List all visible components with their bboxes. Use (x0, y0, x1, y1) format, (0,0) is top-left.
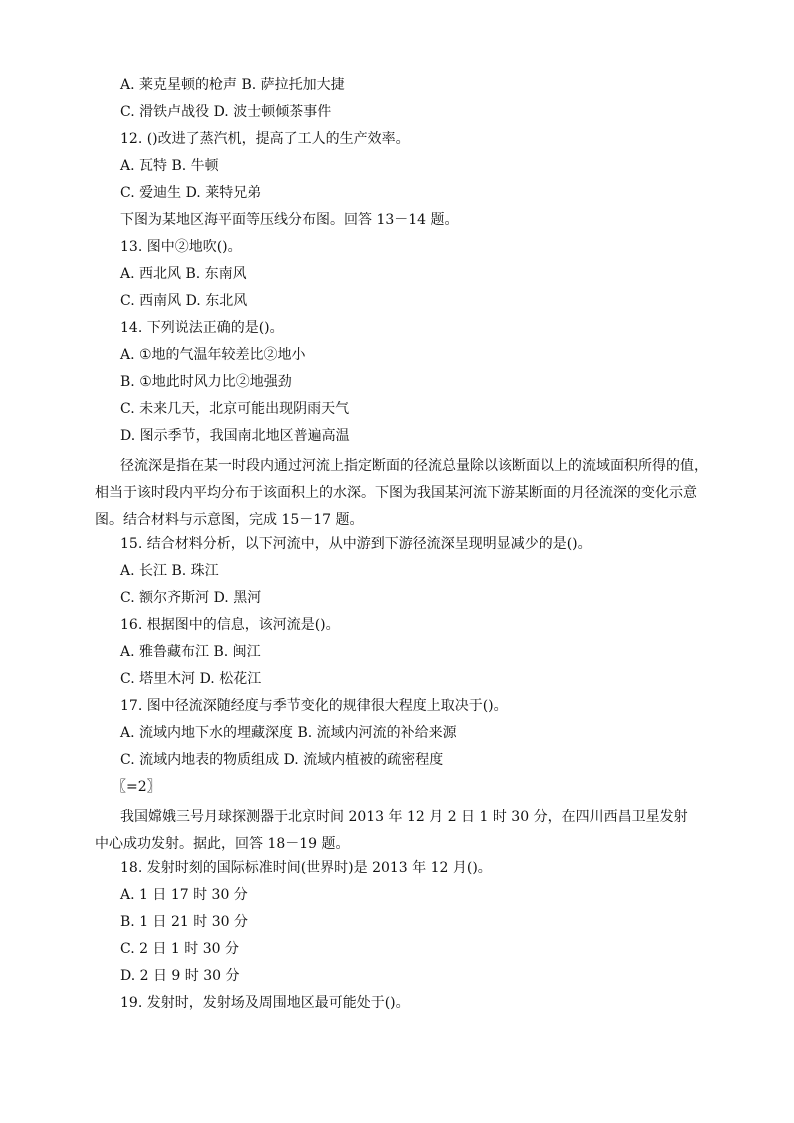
q12-options-ab: A. 瓦特 B. 牛顿 (120, 158, 219, 174)
q17-options-ab: A. 流域内地下水的埋藏深度 B. 流域内河流的补给来源 (120, 725, 457, 741)
q13-options-cd: C. 西南风 D. 东北风 (120, 293, 248, 309)
question-12: 12. ()改进了蒸汽机，提高了工人的生产效率。 (120, 131, 410, 147)
section-marker: 〖=2〗 (112, 779, 161, 795)
question-19: 19. 发射时，发射场及周围地区最可能处于()。 (120, 995, 410, 1011)
q16-options-ab: A. 雅鲁藏布江 B. 闽江 (120, 644, 261, 660)
question-15: 15. 结合材料分析，以下河流中，从中游到下游径流深呈现明显减少的是()。 (120, 536, 592, 552)
q17-options-cd: C. 流域内地表的物质组成 D. 流域内植被的疏密程度 (120, 752, 444, 768)
question-17: 17. 图中径流深随经度与季节变化的规律很大程度上取决于()。 (120, 698, 508, 714)
q18-option-a: A. 1 日 17 时 30 分 (120, 887, 248, 903)
q14-option-c: C. 未来几天，北京可能出现阴雨天气 (120, 401, 350, 417)
question-16: 16. 根据图中的信息，该河流是()。 (120, 617, 340, 633)
question-18: 18. 发射时刻的国际标准时间(世界时)是 2013 年 12 月()。 (120, 860, 492, 876)
q13-options-ab: A. 西北风 B. 东南风 (120, 266, 247, 282)
q11-options-ab: A. 莱克星顿的枪声 B. 萨拉托加大捷 (120, 77, 345, 93)
q12-options-cd: C. 爱迪生 D. 莱特兄弟 (120, 185, 262, 201)
material-paragraph-15-17: 径流深是指在某一时段内通过河流上指定断面的径流总量除以该断面以上的流域面积所得的值，相当于该时段内平均分布于该面积上的水深。下图为我国某河流下游某断面的月径流深的变化示意图。结合材料与示意图，完成 15－17 题。 (95, 458, 708, 528)
q18-option-c: C. 2 日 1 时 30 分 (120, 941, 239, 957)
material-paragraph-18-19: 我国嫦娥三号月球探测器于北京时间 2013 年 12 月 2 日 1 时 30 分，在四川西昌卫星发射中心成功发射。据此，回答 18－19 题。 (95, 809, 688, 852)
q15-options-ab: A. 长江 B. 珠江 (120, 563, 219, 579)
q18-option-d: D. 2 日 9 时 30 分 (120, 968, 240, 984)
q11-options-cd: C. 滑铁卢战役 D. 波士顿倾茶事件 (120, 104, 332, 120)
q14-option-a: A. ①地的气温年较差比②地小 (120, 347, 306, 363)
question-14: 14. 下列说法正确的是()。 (120, 320, 284, 336)
material-intro-13-14: 下图为某地区海平面等压线分布图。回答 13－14 题。 (120, 212, 459, 228)
q14-option-b: B. ①地此时风力比②地强劲 (120, 374, 292, 390)
q15-options-cd: C. 额尔齐斯河 D. 黑河 (120, 590, 262, 606)
q18-option-b: B. 1 日 21 时 30 分 (120, 914, 248, 930)
q16-options-cd: C. 塔里木河 D. 松花江 (120, 671, 262, 687)
q14-option-d: D. 图示季节，我国南北地区普遍高温 (120, 428, 350, 444)
question-13: 13. 图中②地吹()。 (120, 239, 242, 255)
